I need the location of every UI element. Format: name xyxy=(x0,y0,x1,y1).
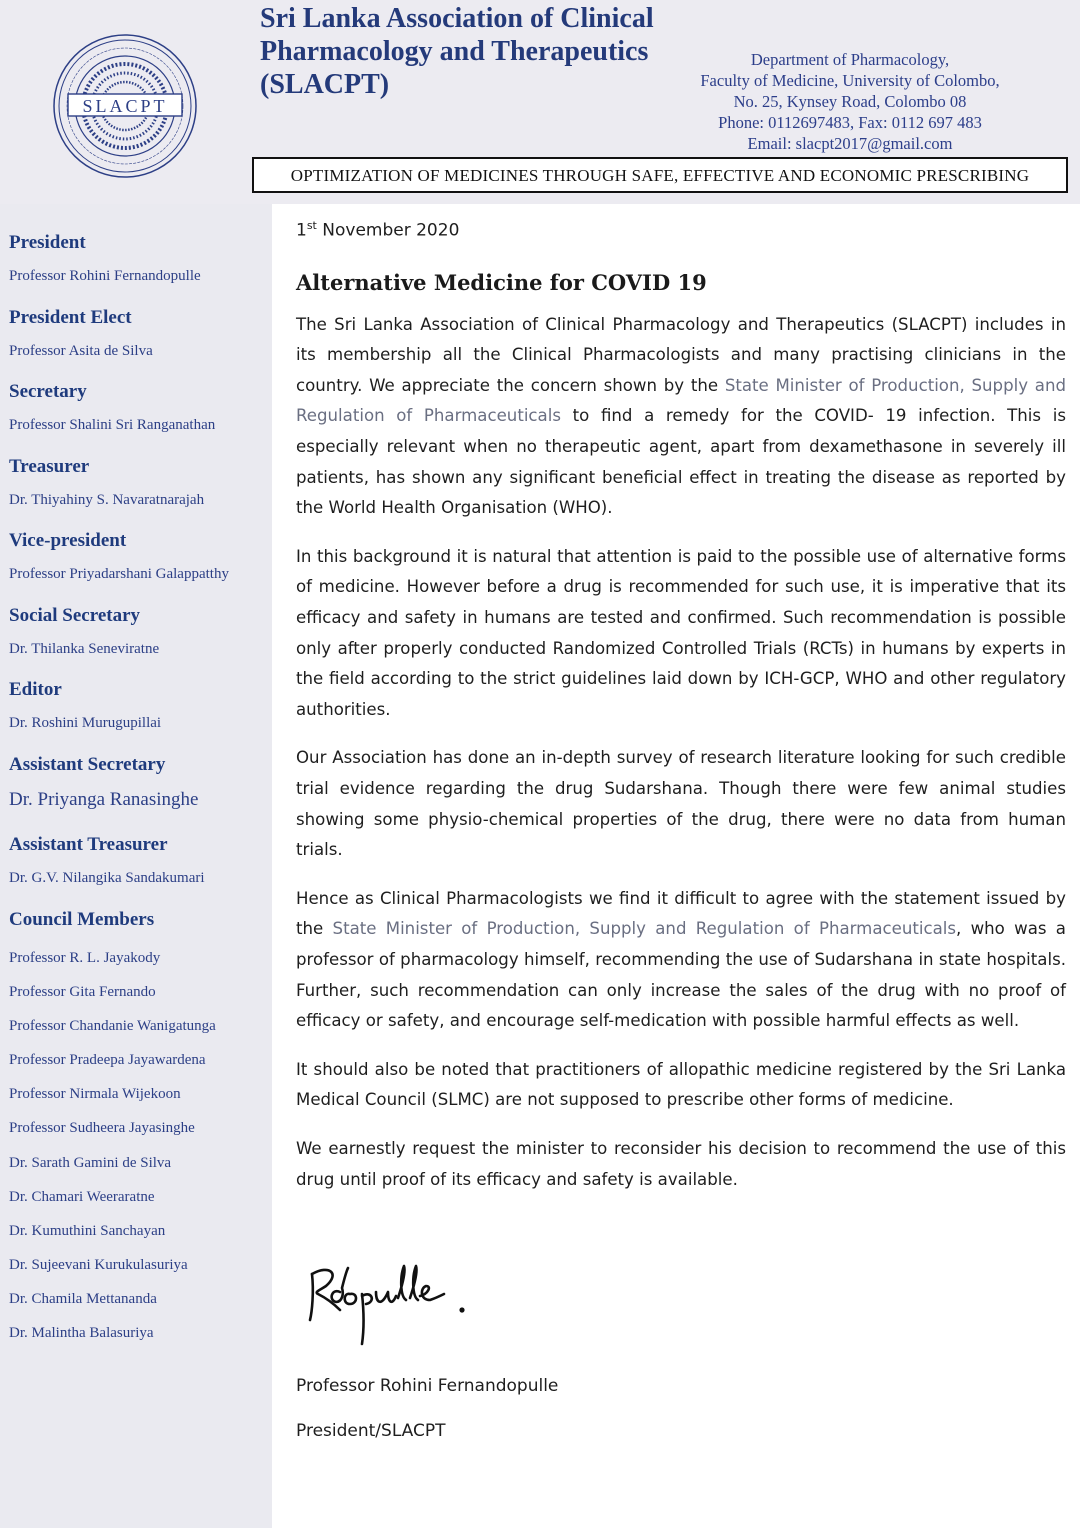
officer-role: Assistant Secretary xyxy=(9,754,166,775)
organization-name: Sri Lanka Association of Clinical Pharmacology and Therapeutics (SLACPT) xyxy=(260,3,654,100)
council-member: Professor Sudheera Jayasinghe xyxy=(9,1120,195,1136)
officer-role: Secretary xyxy=(9,381,87,402)
officer-name: Dr. Thilanka Seneviratne xyxy=(9,641,160,657)
council-member: Dr. Chamila Mettananda xyxy=(9,1291,157,1307)
paragraph-5: It should also be noted that practitioners of allopathic medicine registered by the Sri Lanka Medical Council (SLMC) are not supposed to prescribe other forms of medicine. xyxy=(296,1059,1066,1110)
letterhead xyxy=(0,0,1080,204)
council-member: Dr. Sarath Gamini de Silva xyxy=(9,1155,172,1171)
address-line: Faculty of Medicine, University of Colombo, xyxy=(700,71,1000,90)
council-member: Professor R. L. Jayakody xyxy=(9,950,161,966)
paragraph-3: Our Association has done an in-depth survey of research literature looking for such credible trial evidence regarding the drug Sudarshana. Though there were few animal studies showing some physio-chemical properties of the drug, there were no data from human trials. xyxy=(296,748,1066,860)
officers-sidebar xyxy=(0,204,272,1528)
officer-role: Editor xyxy=(9,679,62,700)
paragraph-6: We earnestly request the minister to reconsider his decision to recommend the use of this drug until proof of its efficacy and safety is available. xyxy=(296,1138,1066,1189)
council-member: Dr. Malintha Balasuriya xyxy=(9,1325,154,1341)
council-member: Professor Chandanie Wanigatunga xyxy=(9,1018,216,1034)
paragraph-4: Hence as Clinical Pharmacologists we find it difficult to agree with the statement issued by the State Minister of Production, Supply and Regulation of Pharmaceuticals, who was a professor of pharmacology himself, recommending the use of Sudarshana in state hospitals. Further, such recommendation can only increase the sales of the drug with no proof of efficacy or safety, and encourage self-medication with possible harmful effects as well. xyxy=(296,888,1066,1031)
organization-address xyxy=(640,49,1060,154)
logo-text: SLACPT xyxy=(82,96,168,116)
council-member: Professor Nirmala Wijekoon xyxy=(9,1086,181,1102)
highlighted-ministry: State Minister of Production, Supply and Regulation of Pharmaceuticals xyxy=(296,375,1066,426)
officer-name: Dr. Thiyahiny S. Navaratnarajah xyxy=(9,492,205,508)
paragraph-1: The Sri Lanka Association of Clinical Pharmacology and Therapeutics (SLACPT) includes in its membership all the Clinical Pharmacologists and many practising clinicians in the country. We appreciate the concern shown by the State Minister of Production, Supply and Regulation of Pharmaceuticals to find a remedy for the COVID- 19 infection. This is especially relevant when no therapeutic agent, apart from dexamethasone in severely ill patients, has shown any significant beneficial effect in treating the disease as reported by the World Health Organisation (WHO). xyxy=(296,314,1066,518)
signatory-name: Professor Rohini Fernandopulle xyxy=(296,1376,559,1396)
letter-date: 1st November 2020 xyxy=(296,219,460,241)
officer-name: Professor Asita de Silva xyxy=(9,343,153,359)
officer-role: Treasurer xyxy=(9,456,90,477)
council-member: Dr. Chamari Weeraratne xyxy=(9,1189,155,1205)
phone-fax-line: Phone: 0112697483, Fax: 0112 697 483 xyxy=(718,113,982,132)
council-member: Dr. Sujeevani Kurukulasuriya xyxy=(9,1257,188,1273)
letter-title: Alternative Medicine for COVID 19 xyxy=(296,269,707,295)
handwritten-signature xyxy=(300,1252,480,1352)
slacpt-logo xyxy=(52,33,198,179)
signatory-title: President/SLACPT xyxy=(296,1421,446,1441)
address-line: Department of Pharmacology, xyxy=(750,50,950,69)
officer-name: Professor Priyadarshani Galappatthy xyxy=(9,566,229,582)
officer-role: President xyxy=(9,232,86,253)
letter-body xyxy=(296,213,1066,1195)
officer-role: Vice-president xyxy=(9,530,127,551)
officer-name: Dr. Priyanga Ranasinghe xyxy=(9,789,199,810)
officer-name: Professor Rohini Fernandopulle xyxy=(9,268,201,284)
officer-name: Dr. Roshini Murugupillai xyxy=(9,715,162,731)
officer-role: President Elect xyxy=(9,307,132,328)
paragraph-2: In this background it is natural that attention is paid to the possible use of alternative forms of medicine. However before a drug is recommended for such use, it is imperative that its efficacy and safety in humans are tested and confirmed. Such recommendation is possible only after properly conducted Randomized Controlled Trials (RCTs) in humans by experts in the field according to the strict guidelines laid down by ICH-GCP, WHO and other regulatory authorities. xyxy=(296,546,1066,719)
council-member: Dr. Kumuthini Sanchayan xyxy=(9,1223,166,1239)
highlighted-ministry: State Minister of Production, Supply and Regulation of Pharmaceuticals xyxy=(332,919,957,939)
council-member: Professor Gita Fernando xyxy=(9,984,156,1000)
council-members-heading: Council Members xyxy=(9,909,155,930)
officer-role: Assistant Treasurer xyxy=(9,834,168,855)
officer-name: Professor Shalini Sri Ranganathan xyxy=(9,417,216,433)
address-line: No. 25, Kynsey Road, Colombo 08 xyxy=(733,92,967,111)
officer-name: Dr. G.V. Nilangika Sandakumari xyxy=(9,870,205,886)
council-member: Professor Pradeepa Jayawardena xyxy=(9,1052,206,1068)
tagline-box: OPTIMIZATION OF MEDICINES THROUGH SAFE, EFFECTIVE AND ECONOMIC PRESCRIBING xyxy=(252,157,1068,193)
email-line: Email: slacpt2017@gmail.com xyxy=(747,134,953,153)
officer-role: Social Secretary xyxy=(9,605,141,626)
